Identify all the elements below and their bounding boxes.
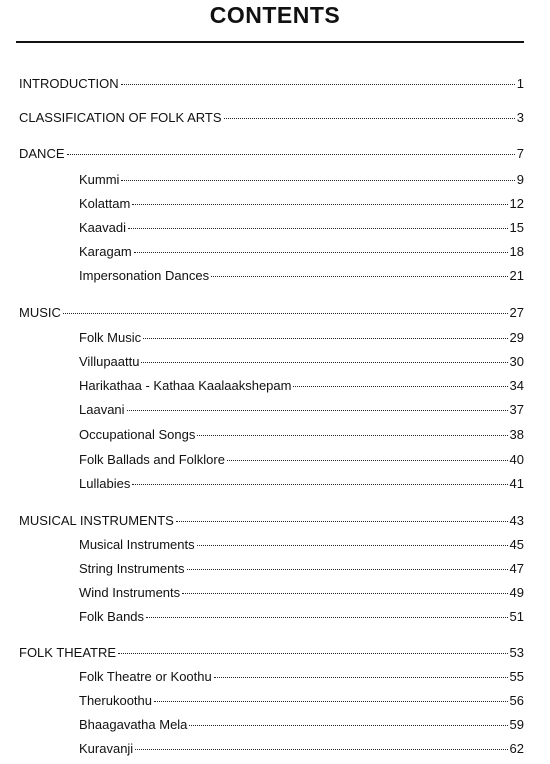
toc-entry-title: Folk Music <box>79 330 142 345</box>
toc-entry <box>79 172 524 188</box>
toc-entry-title: String Instruments <box>79 561 185 576</box>
dot-leader <box>189 725 507 726</box>
toc-entry-title: Occupational Songs <box>79 427 196 442</box>
toc-entry-title: Musical Instruments <box>79 537 195 552</box>
toc-entry-title: Kaavadi <box>79 220 126 235</box>
toc-entry <box>79 220 524 236</box>
toc-entry-page-number: 21 <box>509 268 524 283</box>
toc-entry <box>79 585 524 601</box>
toc-entry-title: Folk Ballads and Folklore <box>79 452 225 467</box>
toc-entry <box>79 452 524 468</box>
toc-entry-title: Karagam <box>79 244 132 259</box>
toc-entry-title: Bhaagavatha Mela <box>79 717 188 732</box>
toc-entry-page-number: 49 <box>509 585 524 600</box>
dot-leader <box>135 749 507 750</box>
dot-leader <box>187 569 508 570</box>
toc-entry-page-number: 45 <box>509 537 524 552</box>
toc-entry <box>79 476 524 492</box>
toc-entry-page-number: 27 <box>509 305 524 320</box>
toc-entry-title: Impersonation Dances <box>79 268 210 283</box>
toc-entry-page-number: 55 <box>509 669 524 684</box>
toc-entry-page-number: 53 <box>509 645 524 660</box>
dot-leader <box>211 276 507 277</box>
toc-entry-title: INTRODUCTION <box>19 76 119 91</box>
page-title: CONTENTS <box>209 2 341 28</box>
dot-leader <box>224 118 515 119</box>
toc-entry-page-number: 38 <box>509 427 524 442</box>
toc-entry <box>79 693 524 709</box>
toc-entry-title: MUSIC <box>19 305 61 320</box>
toc-entry-page-number: 59 <box>509 717 524 732</box>
toc-entry-title: DANCE <box>19 146 65 161</box>
dot-leader <box>128 228 508 229</box>
toc-entry <box>79 354 524 370</box>
toc-entry-page-number: 34 <box>509 378 524 393</box>
toc-entry-page-number: 12 <box>509 196 524 211</box>
dot-leader <box>197 545 508 546</box>
toc-entry-title: CLASSIFICATION OF FOLK ARTS <box>19 110 222 125</box>
toc-entry <box>19 513 524 529</box>
toc-entry-title: FOLK THEATRE <box>19 645 117 660</box>
dot-leader <box>63 313 508 314</box>
toc-entry-page-number: 9 <box>516 172 524 187</box>
toc-entry <box>79 427 524 443</box>
toc-entry-page-number: 1 <box>516 76 524 91</box>
toc-entry-page-number: 43 <box>509 513 524 528</box>
dot-leader <box>227 460 508 461</box>
dot-leader <box>132 484 507 485</box>
dot-leader <box>293 386 507 387</box>
toc-entry <box>79 378 524 394</box>
toc-entry-page-number: 18 <box>509 244 524 259</box>
dot-leader <box>154 701 508 702</box>
dot-leader <box>214 677 508 678</box>
dot-leader <box>146 617 507 618</box>
toc-entry-title: Harikathaa - Kathaa Kaalaakshepam <box>79 378 292 393</box>
toc-entry <box>79 717 524 733</box>
toc-entry-title: Folk Theatre or Koothu <box>79 669 212 684</box>
toc-entry-title: Lullabies <box>79 476 131 491</box>
title-divider <box>16 41 524 43</box>
toc-entry-page-number: 56 <box>509 693 524 708</box>
dot-leader <box>141 362 507 363</box>
dot-leader <box>132 204 507 205</box>
dot-leader <box>182 593 507 594</box>
toc-entry-page-number: 41 <box>509 476 524 491</box>
dot-leader <box>67 154 515 155</box>
toc-entry-title: MUSICAL INSTRUMENTS <box>19 513 174 528</box>
toc-entry-title: Villupaattu <box>79 354 140 369</box>
toc-entry <box>19 645 524 661</box>
toc-entry <box>79 402 524 418</box>
toc-entry <box>79 609 524 625</box>
dot-leader <box>118 653 507 654</box>
toc-entry <box>79 537 524 553</box>
toc-entry-title: Wind Instruments <box>79 585 181 600</box>
toc-entry-title: Folk Bands <box>79 609 145 624</box>
dot-leader <box>134 252 508 253</box>
toc-entry <box>19 305 524 321</box>
toc-entry <box>79 669 524 685</box>
toc-entry-title: Therukoothu <box>79 693 152 708</box>
toc-entry-title: Kuravanji <box>79 741 134 756</box>
toc-entry <box>19 110 524 126</box>
toc-entry-page-number: 30 <box>509 354 524 369</box>
toc-entry-page-number: 51 <box>509 609 524 624</box>
toc-entry-page-number: 15 <box>509 220 524 235</box>
dot-leader <box>127 410 508 411</box>
toc-entry-title: Kummi <box>79 172 120 187</box>
toc-entry-page-number: 7 <box>516 146 524 161</box>
toc-entry <box>79 196 524 212</box>
toc-entry-title: Kolattam <box>79 196 131 211</box>
toc-entry-page-number: 47 <box>509 561 524 576</box>
toc-entry <box>19 76 524 92</box>
dot-leader <box>143 338 507 339</box>
dot-leader <box>121 180 514 181</box>
dot-leader <box>176 521 508 522</box>
toc-entry-page-number: 29 <box>509 330 524 345</box>
dot-leader <box>121 84 515 85</box>
toc-entry-title: Laavani <box>79 402 125 417</box>
dot-leader <box>197 435 507 436</box>
toc-entry-page-number: 62 <box>509 741 524 756</box>
toc-entry <box>79 244 524 260</box>
toc-entry-page-number: 3 <box>516 110 524 125</box>
toc-entry-page-number: 40 <box>509 452 524 467</box>
toc-entry-page-number: 37 <box>509 402 524 417</box>
toc-entry <box>79 741 524 757</box>
toc-entry <box>19 146 524 162</box>
toc-entry <box>79 268 524 284</box>
toc-entry <box>79 561 524 577</box>
toc-entry <box>79 330 524 346</box>
